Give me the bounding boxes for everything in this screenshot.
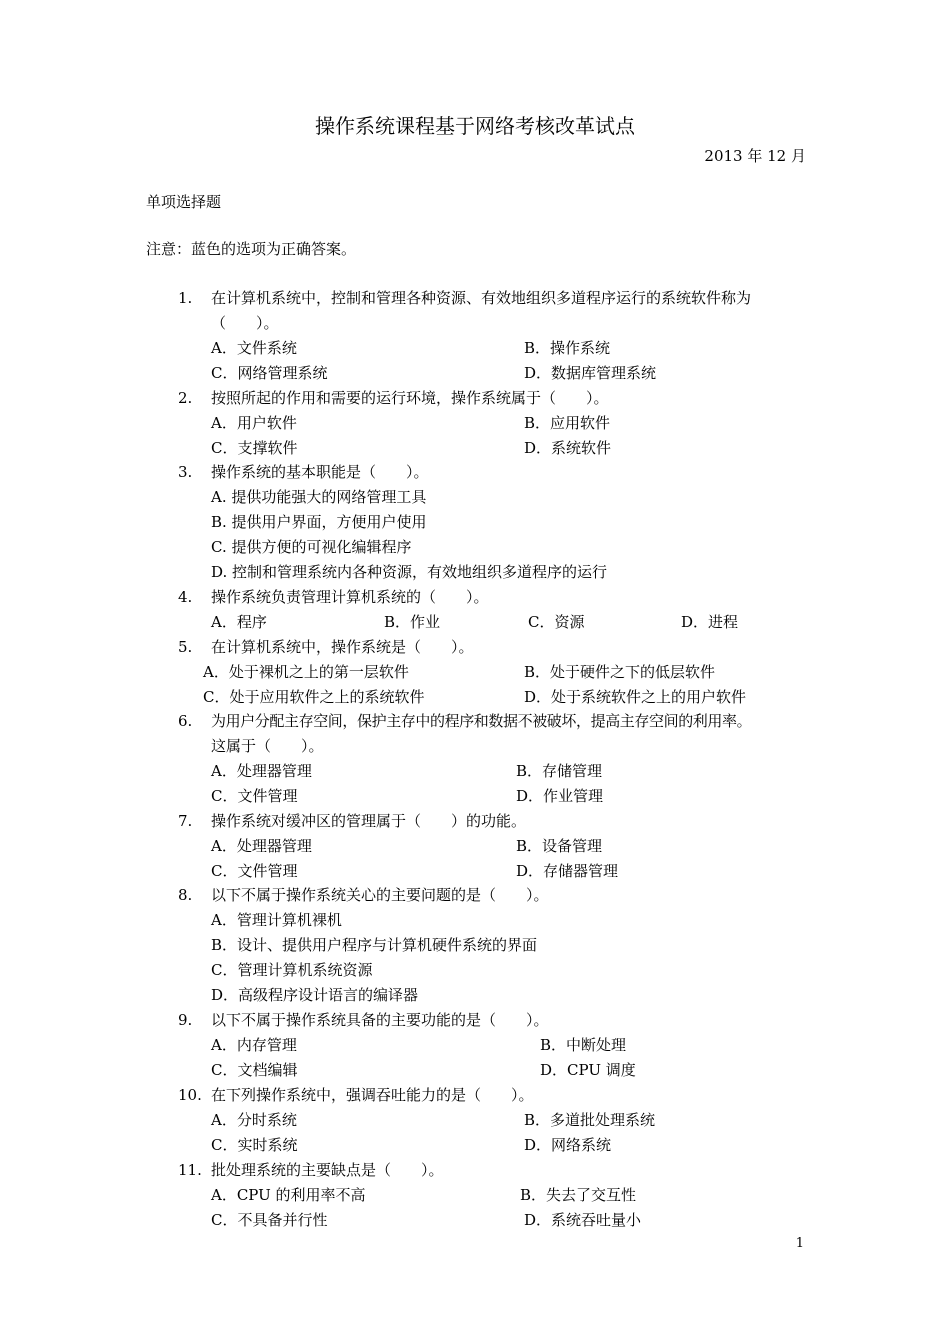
option-d: D．网络系统 [524,1136,612,1154]
option-d: D．CPU 调度 [540,1061,636,1079]
question-number: 6. [178,712,193,730]
option-a: A．处理器管理 [211,837,312,855]
option-c: C．文件管理 [211,862,298,880]
option-a: A．管理计算机裸机 [211,911,342,929]
option-a: A．用户软件 [211,414,297,432]
option-b: B．处于硬件之下的低层软件 [524,663,716,681]
option-a: A．处于裸机之上的第一层软件 [203,663,409,681]
option-b: B．存储管理 [516,762,603,780]
option-d: D．进程 [681,613,739,631]
question-number: 10. [178,1086,202,1104]
question-text: 操作系统负责管理计算机系统的（ ）。 [211,588,489,606]
option-d: D．系统软件 [524,439,612,457]
option-c: C．管理计算机系统资源 [211,961,373,979]
option-b: B．操作系统 [524,339,611,357]
option-a: A．内存管理 [211,1036,297,1054]
option-d: D．系统吞吐量小 [524,1211,642,1229]
option-b: B．失去了交互性 [520,1186,637,1204]
document-date: 2013 年 12 月 [704,147,806,165]
question-number: 2. [178,389,193,407]
option-d: D．处于系统软件之上的用户软件 [524,688,747,706]
option-a: A．程序 [211,613,267,631]
question-number: 11. [178,1161,202,1179]
option-c: C．文件管理 [211,787,298,805]
option-d: D．高级程序设计语言的编译器 [211,986,419,1004]
option-a: A. 提供功能强大的网络管理工具 [211,488,427,506]
option-a: A．分时系统 [211,1111,297,1129]
question-number: 5. [178,638,193,656]
question-text: 以下不属于操作系统具备的主要功能的是（ ）。 [211,1011,549,1029]
option-d: D．存储器管理 [516,862,619,880]
option-b: B．多道批处理系统 [524,1111,656,1129]
question-text: 操作系统的基本职能是（ ）。 [211,463,429,481]
option-b: B．作业 [384,613,441,631]
page-number: 1 [795,1236,804,1251]
question-text: （ ）。 [211,314,279,332]
question-text: 批处理系统的主要缺点是（ ）。 [211,1161,444,1179]
question-text: 这属于（ ）。 [211,737,324,755]
option-d: D．数据库管理系统 [524,364,657,382]
option-a: A．处理器管理 [211,762,312,780]
option-b: B．应用软件 [524,414,611,432]
option-c: C. 提供方便的可视化编辑程序 [211,538,412,556]
option-c: C．处于应用软件之上的系统软件 [203,688,425,706]
option-b: B．中断处理 [540,1036,627,1054]
question-text: 为用户分配主存空间，保护主存中的程序和数据不被破坏，提高主存空间的利用率。 [211,712,752,730]
question-text: 以下不属于操作系统关心的主要问题的是（ ）。 [211,886,549,904]
question-number: 1. [178,289,193,307]
option-b: B．设备管理 [516,837,603,855]
question-number: 8. [178,886,193,904]
question-text: 按照所起的作用和需要的运行环境，操作系统属于（ ）。 [211,389,609,407]
option-c: C．网络管理系统 [211,364,328,382]
option-c: C．资源 [528,613,585,631]
question-text: 在下列操作系统中，强调吞吐能力的是（ ）。 [211,1086,534,1104]
option-d: D. 控制和管理系统内各种资源，有效地组织多道程序的运行 [211,563,608,581]
answer-note: 注意：蓝色的选项为正确答案。 [146,240,357,258]
question-text: 在计算机系统中，控制和管理各种资源、有效地组织多道程序运行的系统软件称为 [211,289,752,307]
question-number: 7. [178,812,193,830]
option-c: C．支撑软件 [211,439,298,457]
question-number: 9. [178,1011,193,1029]
option-c: C．不具备并行性 [211,1211,328,1229]
section-heading: 单项选择题 [146,193,222,211]
document-title: 操作系统课程基于网络考核改革试点 [315,114,635,138]
option-b: B. 提供用户界面，方便用户使用 [211,513,427,531]
question-text: 操作系统对缓冲区的管理属于（ ）的功能。 [211,812,527,830]
option-c: C．文档编辑 [211,1061,298,1079]
option-b: B．设计、提供用户程序与计算机硬件系统的界面 [211,936,538,954]
option-a: A．CPU 的利用率不高 [211,1186,366,1204]
question-number: 3. [178,463,193,481]
question-text: 在计算机系统中，操作系统是（ ）。 [211,638,474,656]
option-d: D．作业管理 [516,787,604,805]
option-a: A．文件系统 [211,339,297,357]
question-number: 4. [178,588,193,606]
option-c: C．实时系统 [211,1136,298,1154]
